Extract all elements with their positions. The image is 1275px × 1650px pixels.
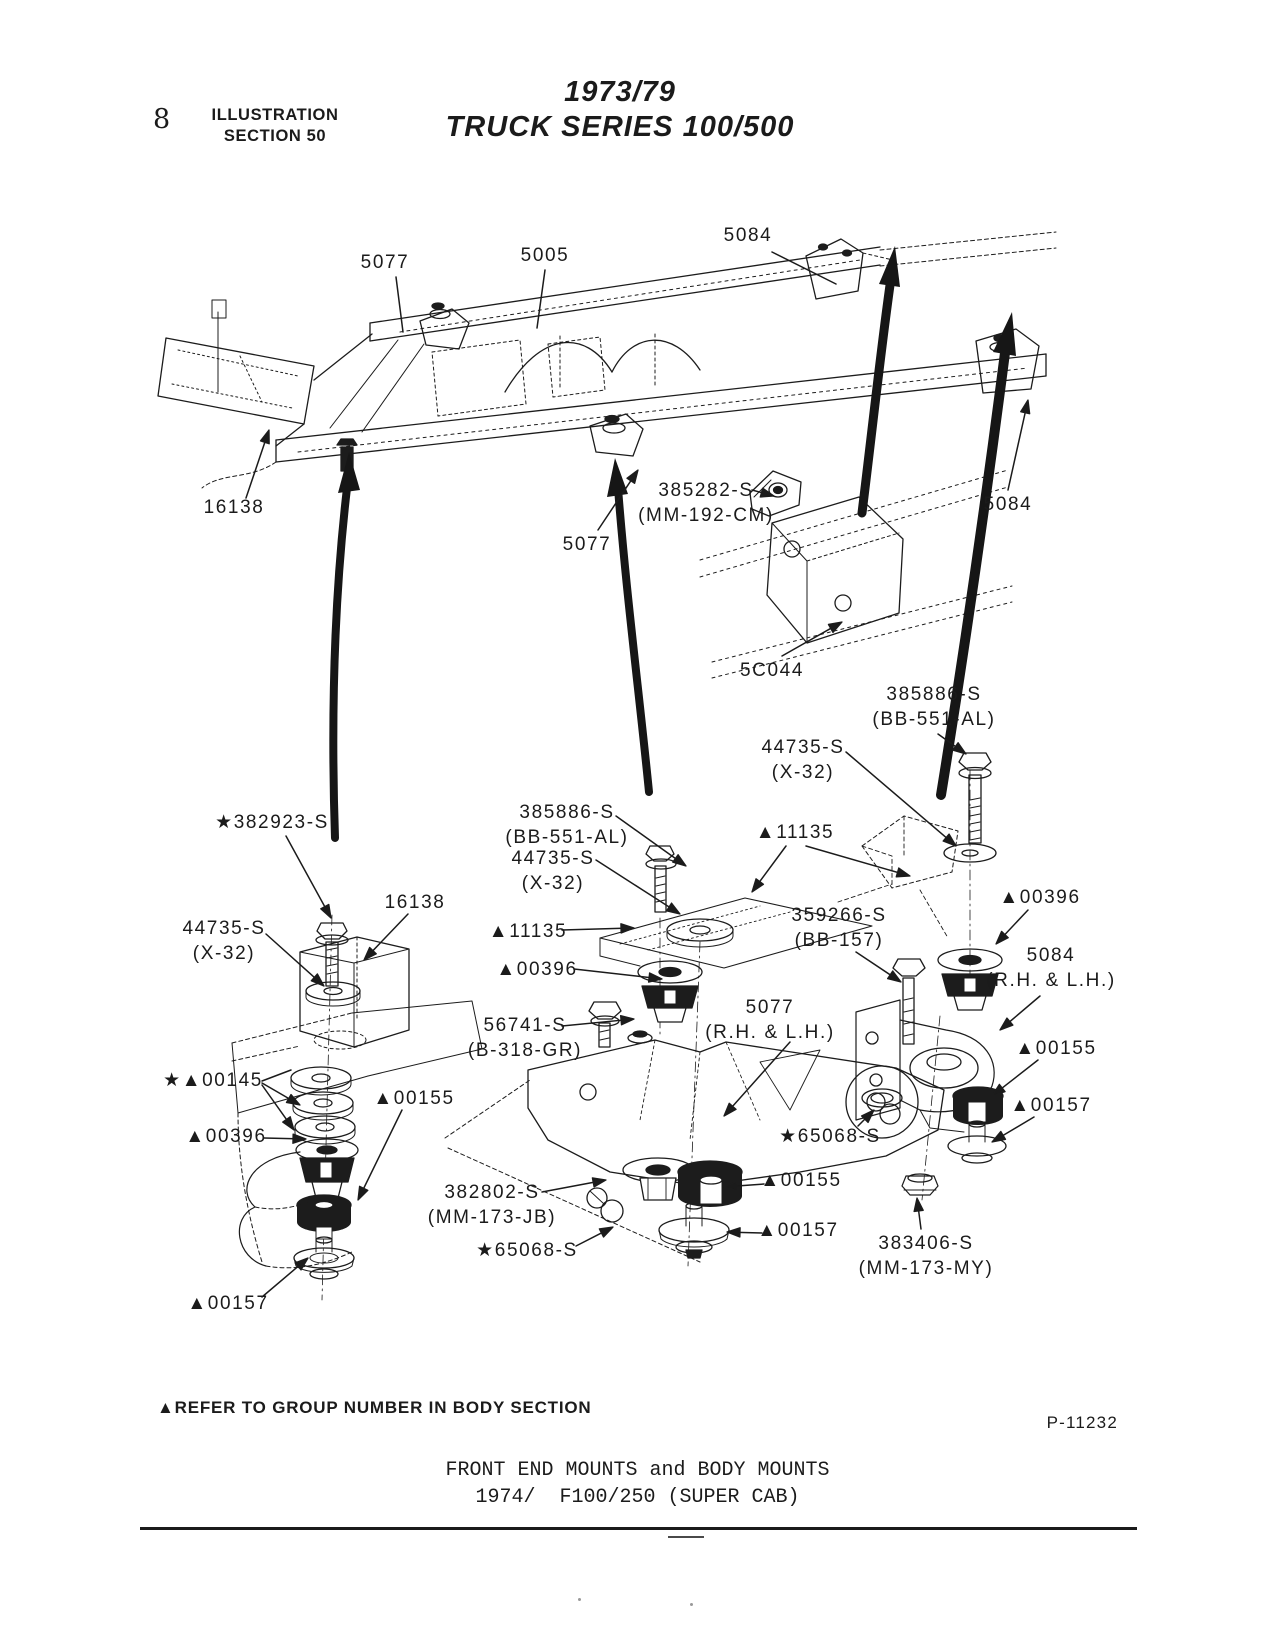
part-callout-5084-frame-top: 5084 [723,225,773,246]
scan-speck [578,1598,581,1601]
part-callout-56741-s: 56741-S (B-318-GR) [467,1015,583,1062]
part-callout-16138-bracket: 16138 [384,892,446,913]
section-heading-line1: ILLUSTRATION [211,106,339,124]
part-callout-65068-s-right: ★65068-S [779,1126,881,1147]
part-callout-44735-s-center: 44735-S (X-32) [511,848,595,895]
part-callout-65068-s-center: ★65068-S [476,1240,578,1261]
part-callout-359266-s: 359266-S (BB-157) [791,905,887,952]
caption-model: 1974/ F100/250 (SUPER CAB) [475,1486,800,1509]
part-callout-44735-s-right: 44735-S (X-32) [761,737,845,784]
part-callout-00157-right: ▲00157 [1010,1095,1092,1116]
plate-number: P-11232 [1046,1413,1118,1432]
part-callout-5077-mount-center: 5077 [562,534,612,555]
part-callout-5084-rh-lh: 5084 (R.H. & L.H.) [986,945,1116,992]
part-callout-00157-center: ▲00157 [757,1220,839,1241]
part-callout-11135-right: ▲11135 [755,822,835,843]
part-callout-5084-frame-right: 5084 [983,494,1033,515]
page-number: 8 [153,104,171,135]
bottom-rule [140,1527,1137,1530]
part-callout-385886-s-right: 385886-S (BB-551-AL) [872,684,996,731]
part-callout-00396-center: ▲00396 [496,959,578,980]
part-callout-00157-left: ▲00157 [187,1293,269,1314]
part-callout-5005: 5005 [520,245,570,266]
part-callout-44735-s-left: 44735-S (X-32) [182,918,266,965]
part-callout-5077-frame-left: 5077 [360,252,410,273]
body-section-note: ▲REFER TO GROUP NUMBER IN BODY SECTION [157,1398,592,1417]
title-years: 1973/79 [564,76,676,108]
part-callout-5077-rh-lh: 5077 (R.H. & L.H.) [705,997,835,1044]
part-callout-385886-s-center: 385886-S (BB-551-AL) [505,802,629,849]
bottom-rule-tick [668,1536,704,1538]
title-series: TRUCK SERIES 100/500 [445,111,795,143]
caption-title: FRONT END MOUNTS and BODY MOUNTS [445,1459,830,1482]
part-callout-383406-s: 383406-S (MM-173-MY) [858,1233,994,1280]
part-callout-16138-frame: 16138 [203,497,265,518]
part-callout-385282-s: 385282-S (MM-192-CM) [638,480,774,527]
part-callout-00396-right: ▲00396 [999,887,1081,908]
section-heading-line2: SECTION 50 [223,127,327,146]
part-callout-382923-s: ★382923-S [215,812,329,833]
scan-speck [690,1603,693,1606]
part-callout-00155-center: ▲00155 [760,1170,842,1191]
part-callout-00145: ★▲00145 [163,1070,263,1091]
part-callout-5c044: 5C044 [740,660,804,681]
part-callout-00155-right: ▲00155 [1015,1038,1097,1059]
part-callout-00396-left: ▲00396 [185,1126,267,1147]
part-callout-11135-center: ▲11135 [488,921,568,942]
part-callout-00155-left: ▲00155 [373,1088,455,1109]
part-callout-382802-s: 382802-S (MM-173-JB) [427,1182,557,1229]
